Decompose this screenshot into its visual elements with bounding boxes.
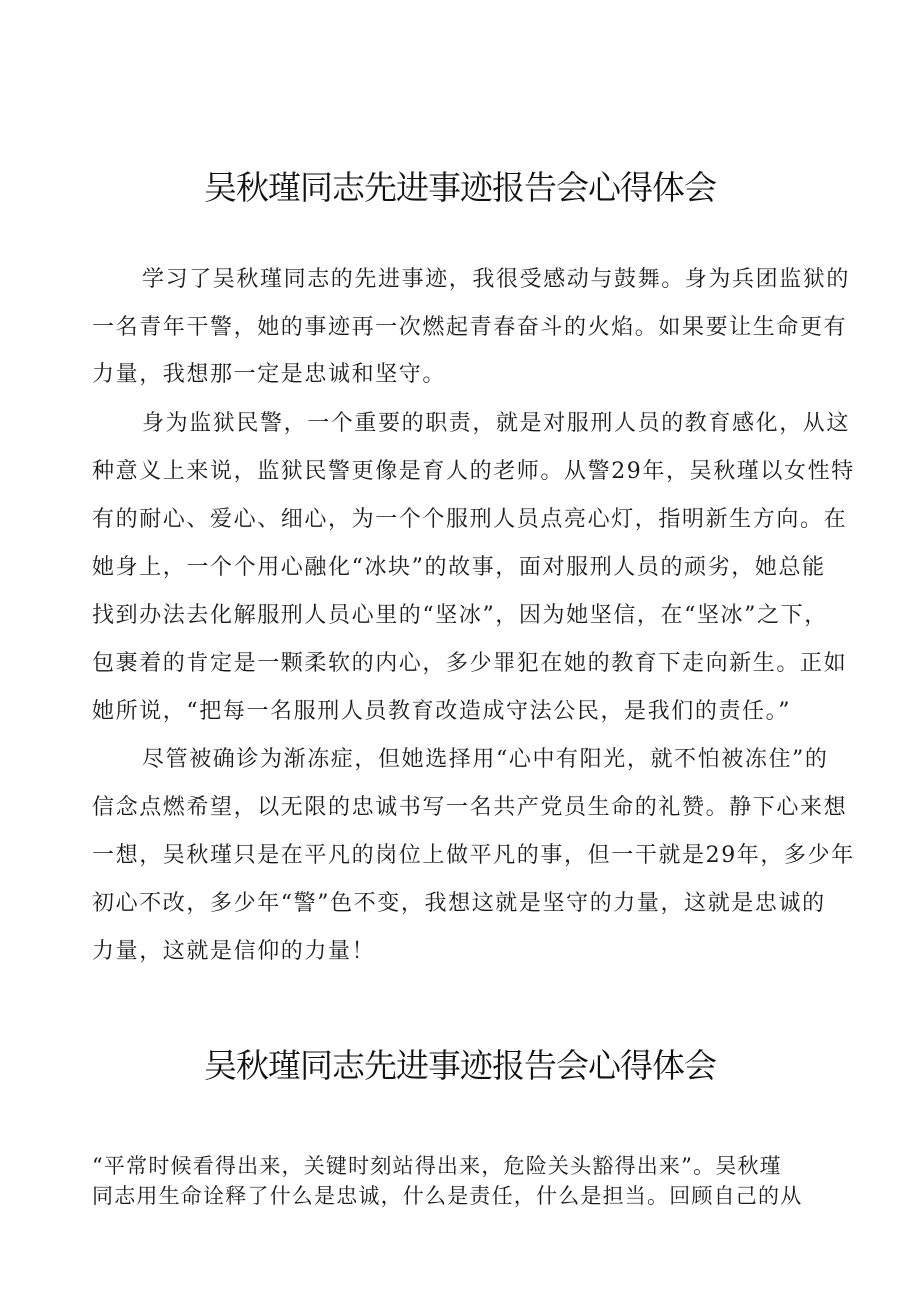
paragraph-1-line-2: 一名青年干警，她的事迹再一次燃起青春奋斗的火焰。如果要让生命更有 bbox=[92, 315, 848, 340]
article-2-line-2: 同志用生命诠释了什么是忠诚，什么是责任，什么是担当。回顾自己的从 bbox=[92, 1184, 803, 1208]
paragraph-3-line-5: 力量，这就是信仰的力量！ bbox=[92, 939, 376, 964]
paragraph-2-line-3: 有的耐心、爱心、细心，为一个个服刑人员点亮心灯，指明新生方向。在 bbox=[92, 507, 848, 532]
paragraph-2-line-1: 身为监狱民警，一个重要的职责，就是对服刑人员的教育感化，从这 bbox=[142, 411, 851, 436]
paragraph-3-line-4: 初心不改，多少年“警”色不变，我想这就是坚守的力量，这就是忠诚的 bbox=[92, 891, 826, 916]
paragraph-3-line-3: 一想，吴秋瑾只是在平凡的岗位上做平凡的事，但一干就是29年，多少年 bbox=[92, 843, 855, 868]
paragraph-2-line-6: 包裹着的肯定是一颗柔软的内心，多少罪犯在她的教育下走向新生。正如 bbox=[92, 651, 848, 676]
paragraph-2-line-4: 她身上，一个个用心融化“冰块”的故事，面对服刑人员的顽劣，她总能 bbox=[92, 555, 826, 580]
paragraph-1-line-1: 学习了吴秋瑾同志的先进事迹，我很受感动与鼓舞。身为兵团监狱的 bbox=[142, 267, 851, 292]
article-1-title: 吴秋瑾同志先进事迹报告会心得体会 bbox=[204, 168, 716, 207]
paragraph-3-line-2: 信念点燃希望，以无限的忠诚书写一名共产党员生命的礼赞。静下心来想 bbox=[92, 795, 848, 820]
paragraph-3-line-1: 尽管被确诊为渐冻症，但她选择用“心中有阳光，就不怕被冻住”的 bbox=[142, 747, 829, 772]
article-2-line-1: “平常时候看得出来，关键时刻站得出来，危险关头豁得出来”。吴秋瑾 bbox=[92, 1154, 782, 1178]
paragraph-1-line-3: 力量，我想那一定是忠诚和坚守。 bbox=[92, 362, 447, 387]
paragraph-2-line-2: 种意义上来说，监狱民警更像是育人的老师。从警29年，吴秋瑾以女性特 bbox=[92, 459, 855, 484]
article-2-title: 吴秋瑾同志先进事迹报告会心得体会 bbox=[204, 1046, 716, 1085]
paragraph-2-line-5: 找到办法去化解服刑人员心里的“坚冰”，因为她坚信，在“坚冰”之下， bbox=[92, 603, 828, 628]
paragraph-2-line-7: 她所说，“把每一名服刑人员教育改造成守法公民，是我们的责任。” bbox=[92, 699, 792, 724]
